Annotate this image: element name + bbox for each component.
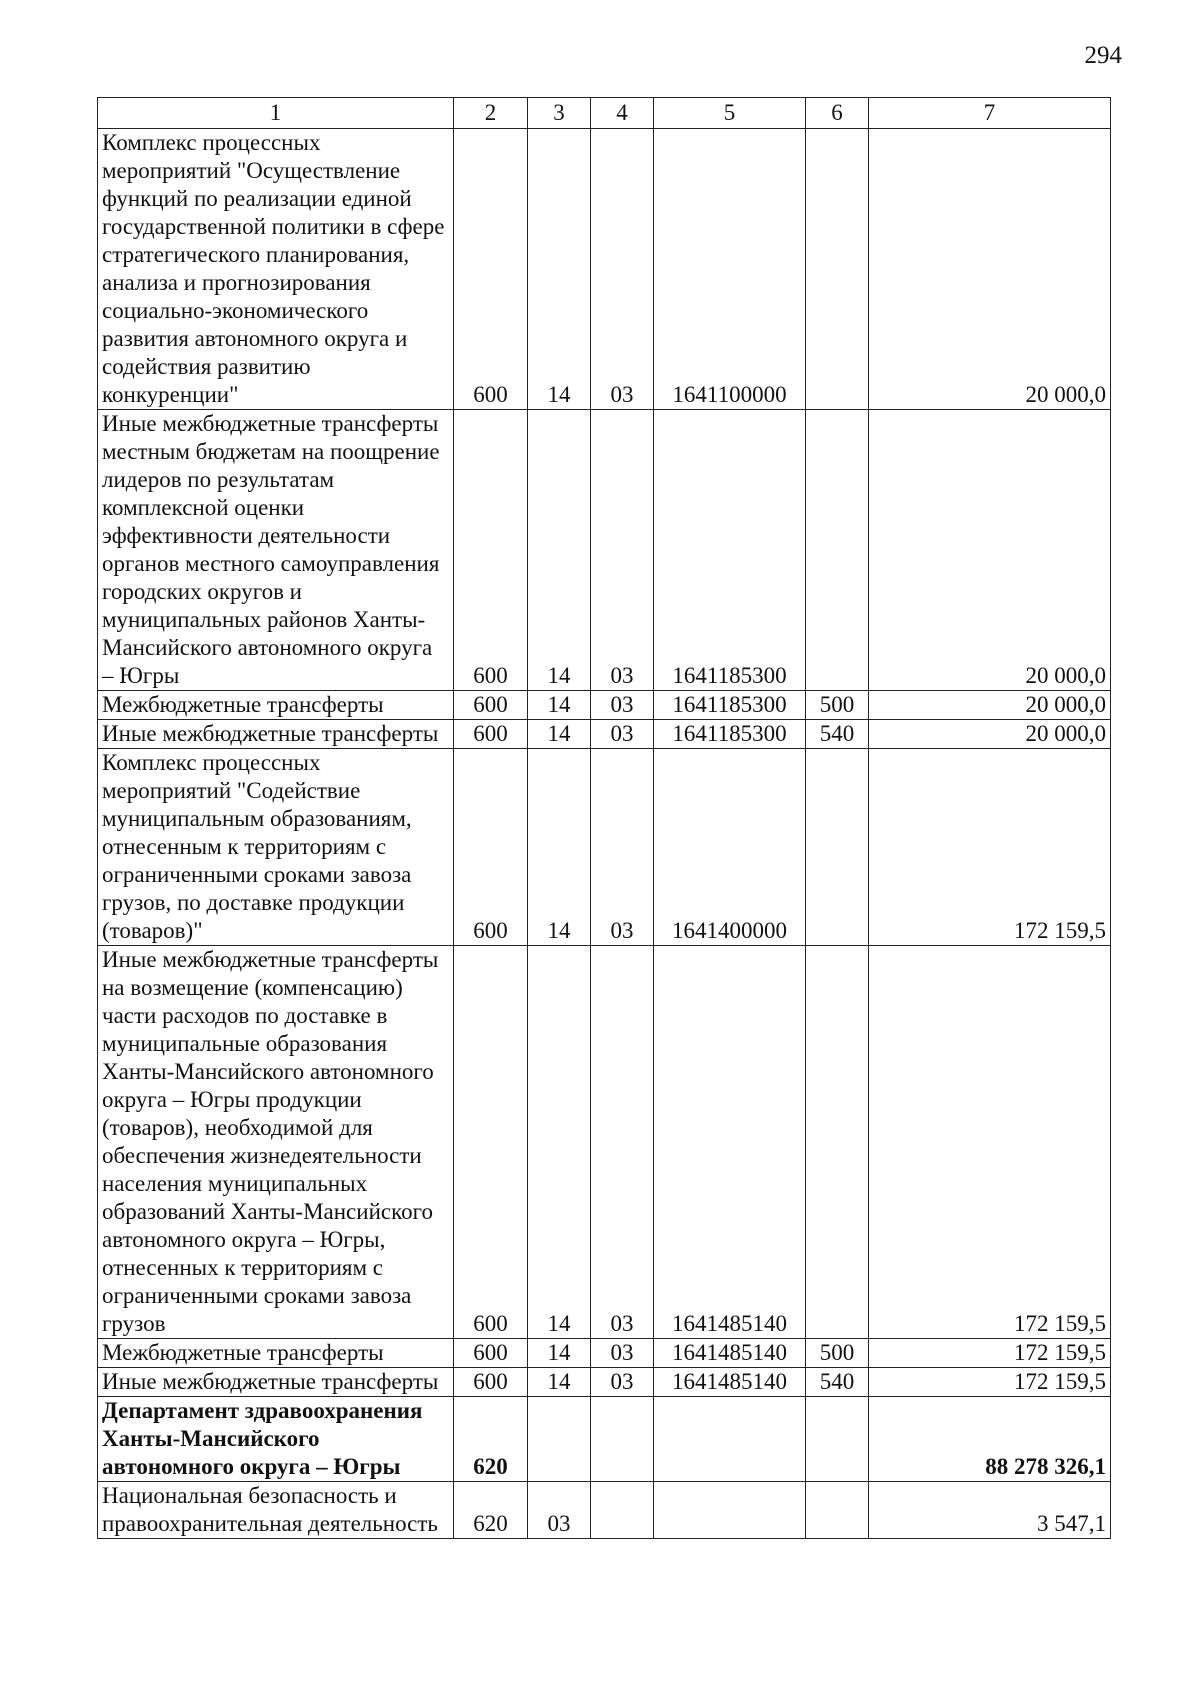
row-col5-cell: 1641400000 — [654, 749, 806, 946]
header-col-4: 4 — [591, 98, 654, 129]
row-col4-cell: 03 — [591, 691, 654, 720]
row-col5-cell: 1641485140 — [654, 1339, 806, 1368]
row-name-cell: Национальная безопасность и правоохранительная деятельность — [98, 1482, 454, 1539]
row-name-cell: Иные межбюджетные трансферты — [98, 720, 454, 749]
row-col4-cell: 03 — [591, 1368, 654, 1397]
table-row — [98, 720, 1111, 749]
header-col-6: 6 — [806, 98, 869, 129]
table-row — [98, 946, 1111, 1339]
row-col2-cell: 600 — [454, 720, 528, 749]
table-row — [98, 129, 1111, 410]
row-col2-cell: 600 — [454, 410, 528, 691]
row-amount-cell: 20 000,0 — [869, 410, 1111, 691]
row-col6-cell: 500 — [806, 691, 869, 720]
row-amount-cell: 20 000,0 — [869, 720, 1111, 749]
row-col3-cell — [528, 1397, 591, 1482]
row-name-cell: Иные межбюджетные трансферты на возмещение (компенсацию) части расходов по доставке в муниципальные образования Ханты-Мансийского автономного округа – Югры продукции (товаров), необходимой для обеспечения жизнедеятельности населения муниципальных образований Ханты-Мансийского автономного округа – Югры, отнесенных к территориям с ограниченными сроками завоза грузов — [98, 946, 454, 1339]
table-header-row — [98, 98, 1111, 129]
row-col2-cell: 600 — [454, 749, 528, 946]
row-col2-cell: 600 — [454, 1368, 528, 1397]
row-col2-cell: 620 — [454, 1397, 528, 1482]
header-col-1: 1 — [98, 98, 454, 129]
row-col4-cell: 03 — [591, 129, 654, 410]
row-col6-cell — [806, 946, 869, 1339]
row-col5-cell: 1641485140 — [654, 946, 806, 1339]
row-col6-cell: 500 — [806, 1339, 869, 1368]
row-col4-cell — [591, 1482, 654, 1539]
row-amount-cell: 88 278 326,1 — [869, 1397, 1111, 1482]
header-col-5: 5 — [654, 98, 806, 129]
row-col5-cell: 1641485140 — [654, 1368, 806, 1397]
row-col6-cell — [806, 129, 869, 410]
row-col3-cell: 03 — [528, 1482, 591, 1539]
row-col4-cell: 03 — [591, 410, 654, 691]
header-col-3: 3 — [528, 98, 591, 129]
row-col3-cell: 14 — [528, 129, 591, 410]
row-name-cell: Комплекс процессных мероприятий "Содействие муниципальным образованиям, отнесенным к территориям с ограниченными сроками завоза грузов, по доставке продукции (товаров)" — [98, 749, 454, 946]
row-name-cell: Иные межбюджетные трансферты местным бюджетам на поощрение лидеров по результатам комплексной оценки эффективности деятельности органов местного самоуправления городских округов и муниципальных районов Ханты-Мансийского автономного округа – Югры — [98, 410, 454, 691]
row-col6-cell — [806, 1397, 869, 1482]
row-col3-cell: 14 — [528, 410, 591, 691]
row-col6-cell: 540 — [806, 1368, 869, 1397]
row-col3-cell: 14 — [528, 720, 591, 749]
row-col2-cell: 620 — [454, 1482, 528, 1539]
table-row — [98, 1397, 1111, 1482]
row-col3-cell: 14 — [528, 749, 591, 946]
row-amount-cell: 172 159,5 — [869, 749, 1111, 946]
header-col-7: 7 — [869, 98, 1111, 129]
row-col4-cell: 03 — [591, 1339, 654, 1368]
row-col5-cell: 1641185300 — [654, 691, 806, 720]
row-name-cell: Департамент здравоохранения Ханты-Мансийского автономного округа – Югры — [98, 1397, 454, 1482]
table-row — [98, 1368, 1111, 1397]
row-col5-cell: 1641185300 — [654, 720, 806, 749]
row-col5-cell: 1641100000 — [654, 129, 806, 410]
row-col3-cell: 14 — [528, 691, 591, 720]
table-row — [98, 691, 1111, 720]
row-col5-cell — [654, 1397, 806, 1482]
row-name-cell: Межбюджетные трансферты — [98, 691, 454, 720]
row-col4-cell: 03 — [591, 749, 654, 946]
row-amount-cell: 172 159,5 — [869, 1339, 1111, 1368]
row-amount-cell: 20 000,0 — [869, 129, 1111, 410]
row-amount-cell: 172 159,5 — [869, 946, 1111, 1339]
row-name-cell: Межбюджетные трансферты — [98, 1339, 454, 1368]
row-col5-cell: 1641185300 — [654, 410, 806, 691]
table-row — [98, 1482, 1111, 1539]
row-amount-cell: 172 159,5 — [869, 1368, 1111, 1397]
row-col4-cell — [591, 1397, 654, 1482]
row-col2-cell: 600 — [454, 129, 528, 410]
row-col2-cell: 600 — [454, 1339, 528, 1368]
row-col6-cell — [806, 410, 869, 691]
row-col6-cell — [806, 749, 869, 946]
row-col5-cell — [654, 1482, 806, 1539]
row-col3-cell: 14 — [528, 946, 591, 1339]
row-col3-cell: 14 — [528, 1368, 591, 1397]
row-name-cell: Иные межбюджетные трансферты — [98, 1368, 454, 1397]
table-row — [98, 1339, 1111, 1368]
row-col3-cell: 14 — [528, 1339, 591, 1368]
row-col4-cell: 03 — [591, 946, 654, 1339]
table-row — [98, 410, 1111, 691]
row-name-cell: Комплекс процессных мероприятий "Осуществление функций по реализации единой государственной политики в сфере стратегического планирования, анализа и прогнозирования социально-экономического развития автономного округа и содействия развитию конкуренции" — [98, 129, 454, 410]
row-amount-cell: 20 000,0 — [869, 691, 1111, 720]
table-row — [98, 749, 1111, 946]
row-col6-cell: 540 — [806, 720, 869, 749]
row-col6-cell — [806, 1482, 869, 1539]
row-amount-cell: 3 547,1 — [869, 1482, 1111, 1539]
budget-table — [97, 97, 1111, 1539]
row-col4-cell: 03 — [591, 720, 654, 749]
page-number: 294 — [1084, 42, 1122, 69]
row-col2-cell: 600 — [454, 946, 528, 1339]
header-col-2: 2 — [454, 98, 528, 129]
row-col2-cell: 600 — [454, 691, 528, 720]
